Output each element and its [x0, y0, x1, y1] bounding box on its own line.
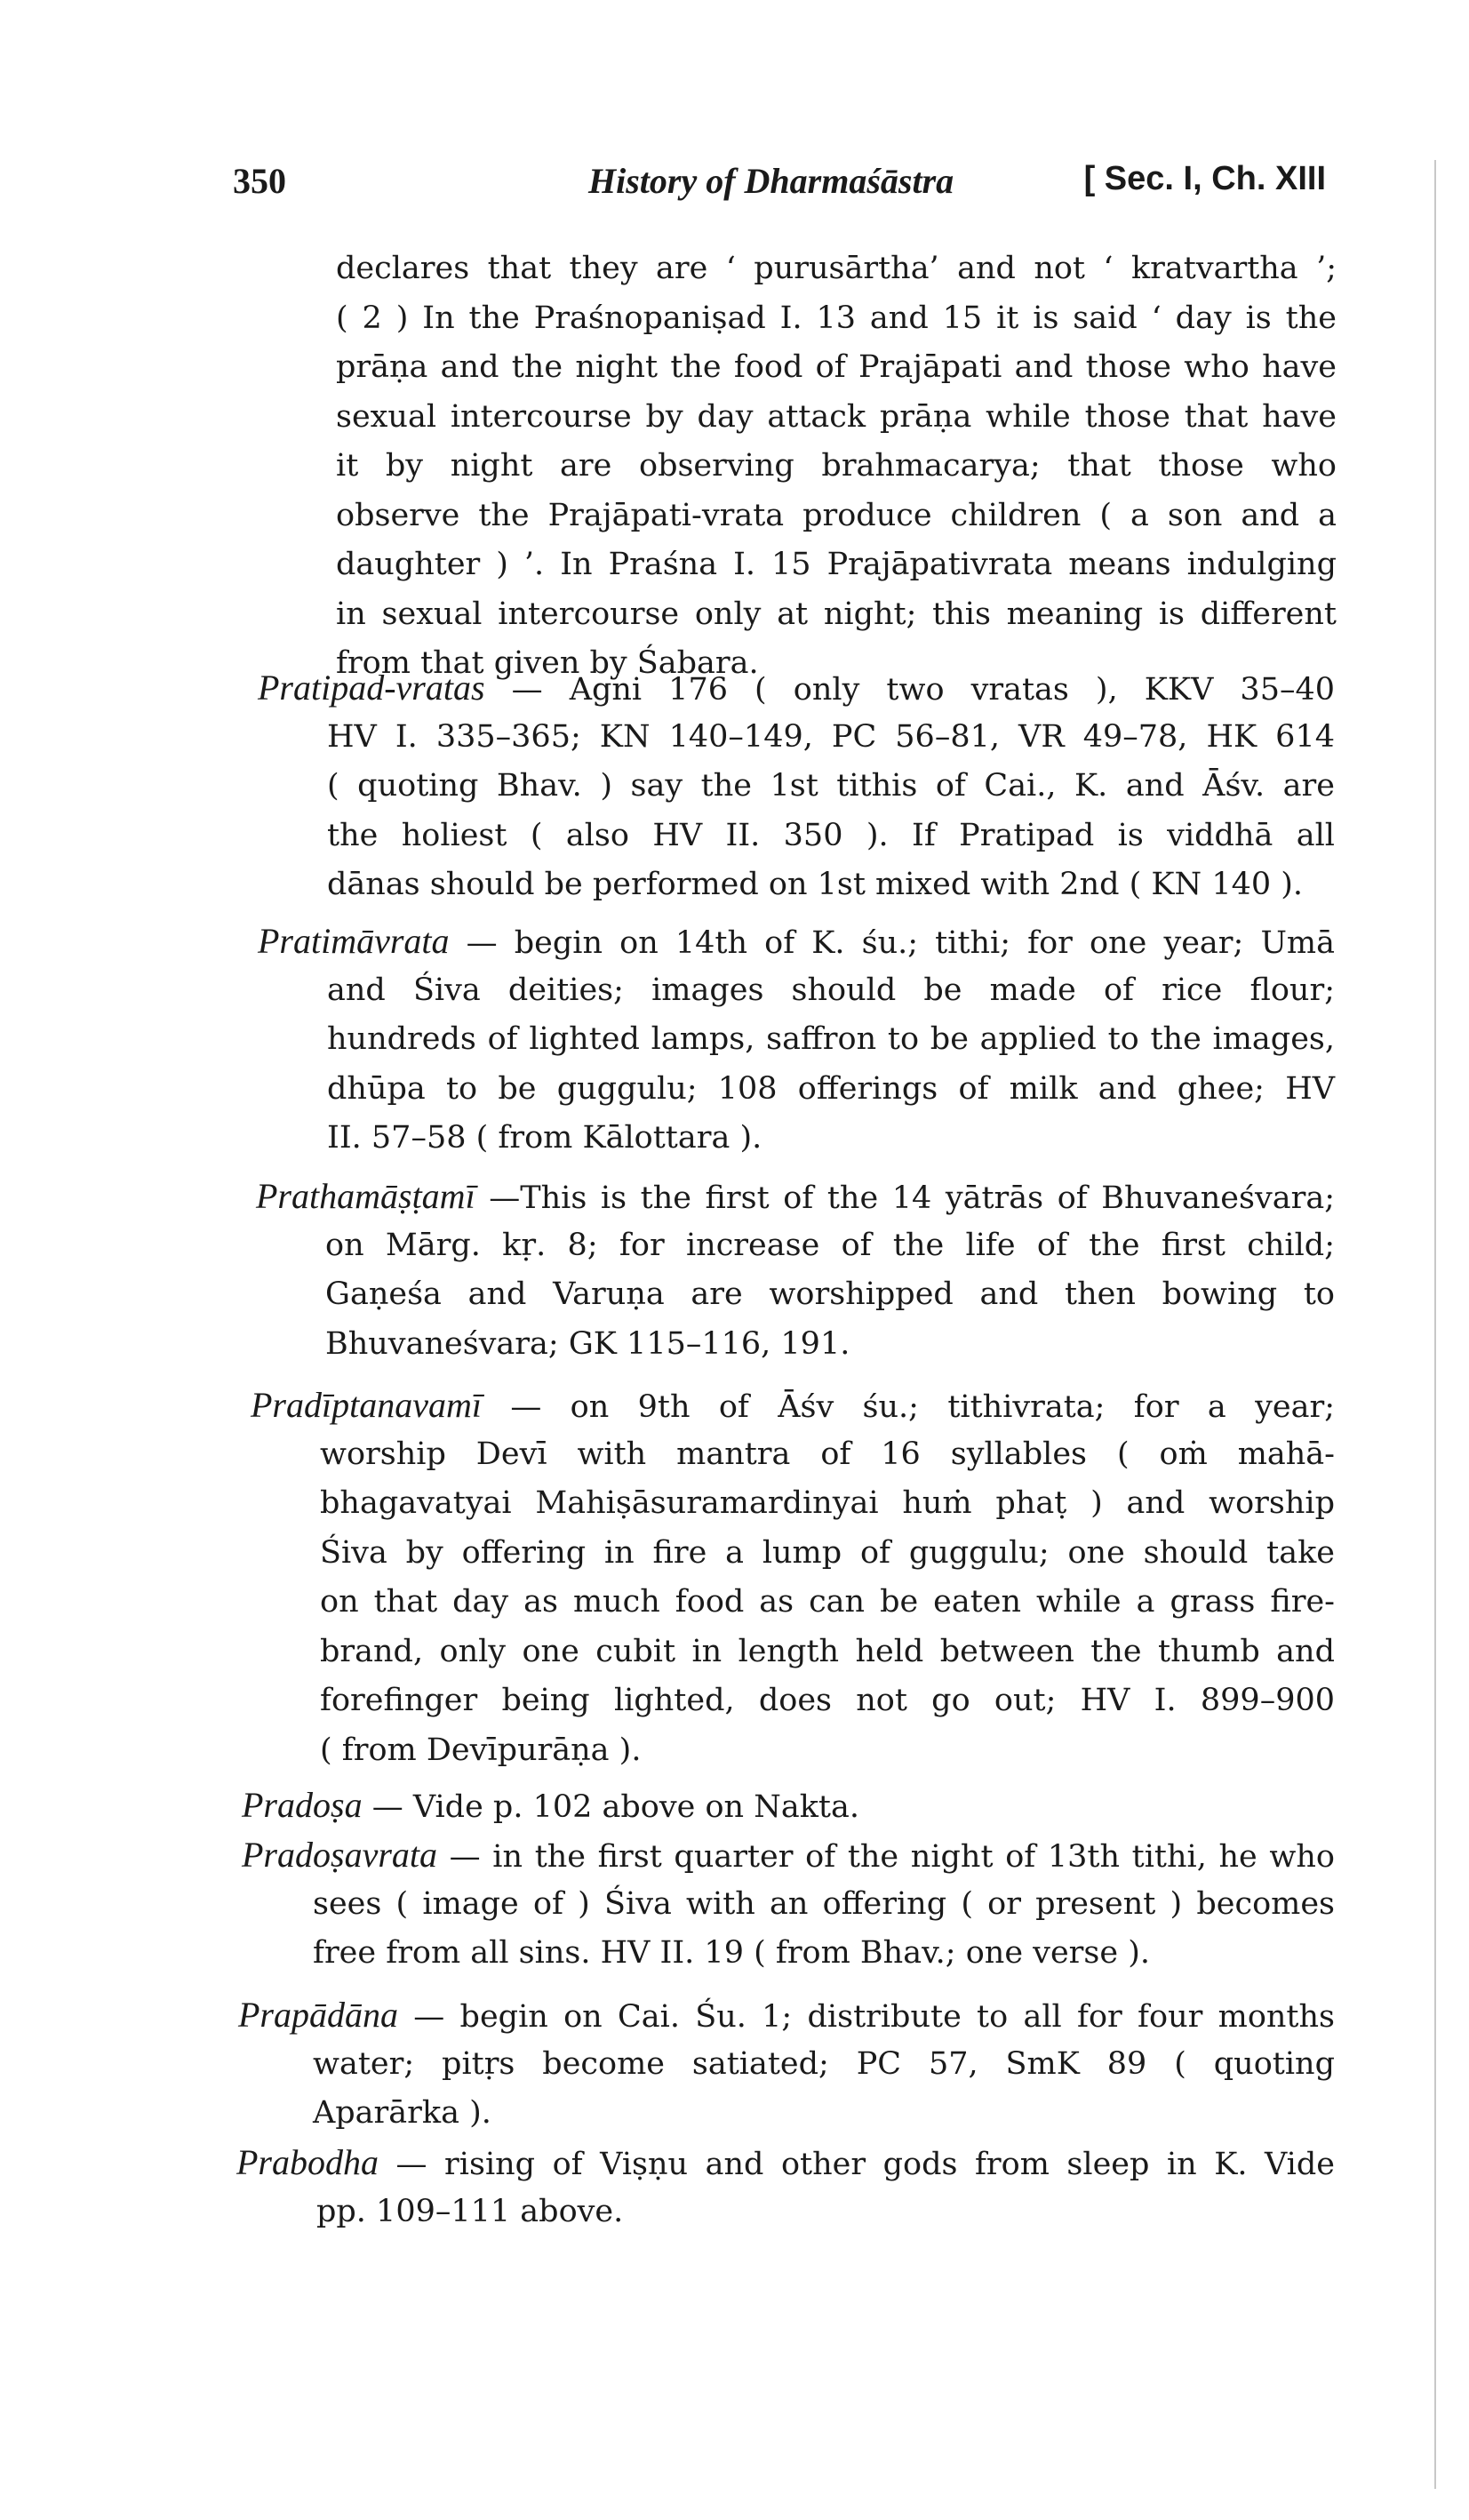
entry-headword: Pradīptanavamī — [251, 1385, 482, 1425]
text-line: from that given by Śabara. — [336, 645, 759, 681]
entry-headword: Prabodha — [236, 2142, 379, 2182]
continuation-paragraph — [336, 244, 1337, 689]
text-line: ( from Devīpurāṇa ). — [320, 1732, 642, 1768]
entry-prabodha — [236, 2138, 1335, 2236]
entry-pradosa — [242, 1780, 1335, 1830]
text-line: daughter ) ’. In Praśna I. 15 Prajāpativrata means indulging — [336, 547, 1337, 582]
entry-pradiptanavami — [251, 1380, 1335, 1775]
text-line: Bhuvaneśvara; GK 115–116, 191. — [325, 1325, 850, 1362]
text-line: and Śiva deities; images should be made of rice flour; — [327, 972, 1335, 1008]
text-line: brand, only one cubit in length held between the thumb and — [320, 1633, 1335, 1669]
text-line: dānas should be performed on 1st mixed with 2nd ( KN 140 ). — [327, 867, 1304, 902]
text-line: prāṇa and the night the food of Prajāpati and those who have — [336, 349, 1337, 385]
text-line: — begin on 14th of K. śu.; tithi; for one year; Umā — [449, 925, 1335, 961]
text-line: sexual intercourse by day attack prāṇa while those that have — [336, 398, 1337, 435]
text-line: sees ( image of ) Śiva with an offering ( or present ) becomes — [313, 1885, 1335, 1922]
entry-headword: Prathamāṣṭamī — [256, 1176, 475, 1216]
text-line: — on 9th of Āśv śu.; tithivrata; for a year; — [481, 1389, 1335, 1425]
entry-headword: Pradoṣa — [242, 1785, 363, 1825]
text-line: declares that they are ‘ purusārtha’ and not ‘ kratvartha ’; — [336, 251, 1337, 286]
entry-headword: Pradoṣavrata — [242, 1835, 437, 1875]
text-line: — rising of Viṣṇu and other gods from sleep in K. Vide — [379, 2147, 1335, 2182]
entry-headword: Pratipad-vratas — [258, 668, 485, 708]
text-line: Aparārka ). — [313, 2095, 491, 2131]
text-line: water; pitṛs become satiated; PC 57, SmK 89 ( quoting — [313, 2045, 1335, 2082]
text-line: bhagavatyai Mahiṣāsuramardinyai huṁ phaṭ ) and worship — [320, 1485, 1335, 1521]
text-line: ( 2 ) In the Praśnopaniṣad I. 13 and 15 it is said ‘ day is the — [336, 300, 1337, 336]
text-line: II. 57–58 ( from Kālottara ). — [327, 1120, 762, 1156]
text-line: ( quoting Bhav. ) say the 1st tithis of Cai., K. and Āśv. are — [327, 768, 1335, 804]
text-line: forefinger being lighted, does not go out; HV I. 899–900 — [320, 1683, 1335, 1718]
text-line: HV I. 335–365; KN 140–149, PC 56–81, VR 49–78, HK 614 — [327, 718, 1335, 755]
running-title: History of Dharmaśāstra — [588, 161, 954, 201]
entry-pratipad-vratas — [258, 663, 1335, 910]
text-line: on Mārg. kṛ. 8; for increase of the life of the first child; — [325, 1227, 1335, 1263]
text-line: in sexual intercourse only at night; this meaning is different — [336, 596, 1337, 632]
text-line: — Vide p. 102 above on Nakta. — [362, 1789, 859, 1825]
scan-edge-line — [1434, 160, 1436, 2489]
text-line: on that day as much food as can be eaten while a grass fire- — [320, 1584, 1335, 1620]
text-line: free from all sins. HV II. 19 ( from Bhav.; one verse ). — [313, 1935, 1150, 1971]
entry-headword: Prapādāna — [238, 1995, 398, 2035]
page-header — [233, 160, 1326, 213]
text-line: observe the Prajāpati-vrata produce children ( a son and a — [336, 497, 1337, 533]
text-line: — Agni 176 ( only two vratas ), KKV 35–40 — [484, 672, 1335, 708]
entry-prathamastami — [256, 1172, 1335, 1369]
text-line: worship Devī with mantra of 16 syllables ( oṁ mahā- — [320, 1436, 1335, 1472]
page-number: 350 — [233, 161, 286, 201]
section-reference: [ Sec. I, Ch. XIII — [1083, 160, 1326, 197]
text-line: Śiva by offering in fire a lump of guggulu; one should take — [320, 1534, 1335, 1571]
text-line: it by night are observing brahmacarya; that those who — [336, 448, 1337, 484]
text-line: the holiest ( also HV II. 350 ). If Pratipad is viddhā all — [327, 817, 1335, 853]
text-line: — begin on Cai. Śu. 1; distribute to all for four months — [398, 1999, 1335, 2035]
entry-pradosavrata — [242, 1830, 1335, 1979]
text-line: pp. 109–111 above. — [316, 2193, 624, 2229]
text-line: dhūpa to be guggulu; 108 offerings of milk and ghee; HV — [327, 1070, 1335, 1107]
entry-headword: Pratimāvrata — [258, 921, 450, 961]
text-line: — in the first quarter of the night of 13th tithi, he who — [437, 1839, 1335, 1875]
entry-prapadana — [238, 1990, 1335, 2139]
entry-pratimavrata — [258, 916, 1335, 1164]
text-line: Gaṇeśa and Varuṇa are worshipped and then bowing to — [325, 1276, 1335, 1312]
text-line: —This is the first of the 14 yātrās of Bhuvaneśvara; — [475, 1180, 1335, 1216]
text-line: hundreds of lighted lamps, saffron to be applied to the images, — [327, 1021, 1335, 1057]
